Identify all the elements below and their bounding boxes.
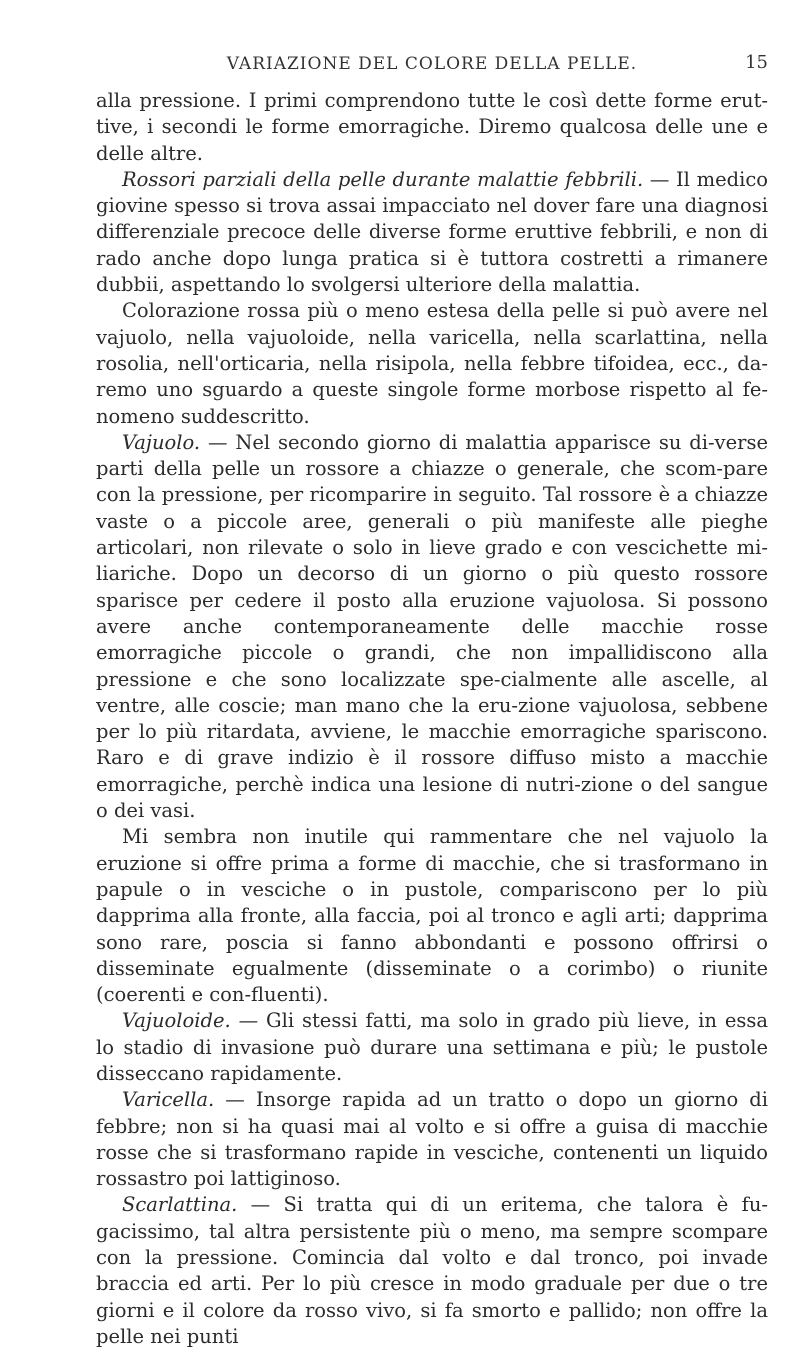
section-heading-vajuoloide: Vajuoloide. bbox=[122, 1009, 231, 1033]
paragraph-vajuolo bbox=[96, 430, 768, 824]
book-page bbox=[96, 48, 768, 1350]
paragraph-varicella bbox=[96, 1087, 768, 1192]
paragraph-rossori-parziali bbox=[96, 167, 768, 298]
section-heading-vajuolo: Vajuolo. bbox=[122, 430, 201, 454]
paragraph-vajuoloide bbox=[96, 1008, 768, 1087]
paragraph-text: — Insorge rapida ad un tratto o dopo un giorno di febbre; non si ha quasi mai al volto e si offre a guisa di macchie rosse che si trasformano rapide in vesciche, contenenti un liquido rossastro poi lattiginoso. bbox=[96, 1088, 768, 1191]
body-text bbox=[96, 88, 768, 1350]
paragraph-text: — Si tratta qui di un eritema, che talora è fu-gacissimo, tal altra persistente più o meno, ma sempre scompare con la pressione. Comincia dal volto e dal tronco, poi invade braccia ed arti. Per lo più cresce in modo graduale per due o tre giorni e il colore da rosso vivo, si fa smorto e pallido; non offre la pelle nei punti bbox=[96, 1193, 768, 1348]
section-heading-rossori-parziali: Rossori parziali della pelle durante malattie febbrili. bbox=[122, 167, 644, 191]
page-number: 15 bbox=[745, 52, 768, 73]
paragraph-text: — Gli stessi fatti, ma solo in grado più lieve, in essa lo stadio di invasione può durare una settimana e più; le pustole disseccano rapidamente. bbox=[96, 1009, 768, 1085]
paragraph-text: — Il medico giovine spesso si trova assai impacciato nel dover fare una diagnosi differenziale precoce delle diverse forme eruttive febbrili, e non di rado anche dopo lunga pratica si è tuttora costretti a rimanere dubbii, aspettando lo svolgersi ulteriore della malattia. bbox=[96, 167, 768, 297]
running-title: VARIAZIONE DEL COLORE DELLA PELLE. bbox=[226, 54, 638, 74]
paragraph-text: — Nel secondo giorno di malattia apparisce su di-verse parti della pelle un rossore a chiazze o generale, che scom-pare con la pressione, per ricomparire in seguito. Tal rossore è a chiazze vaste o a piccole aree, generali o più manifeste alle pieghe articolari, non rilevate o solo in lieve grado e con vescichette mi-liariche. Dopo un decorso di un giorno o più questo rossore sparisce per cedere il posto alla eruzione vajuolosa. Si possono avere anche contemporaneamente delle macchie rosse emorragiche piccole o grandi, che non impallidiscono alla pressione e che sono localizzate spe-cialmente alle ascelle, al ventre, alle coscie; man mano che la eru-zione vajuolosa, sebbene per lo più ritardata, avviene, le macchie emorragiche spariscono. Raro e di grave indizio è il rossore diffuso misto a macchie emorragiche, perchè indica una lesione di nutri-zione o del sangue o dei vasi. bbox=[96, 430, 768, 823]
paragraph-eruzione: Mi sembra non inutile qui rammentare che nel vajuolo la eruzione si offre prima a forme di macchie, che si trasformano in papule o in vesciche o in pustole, compariscono per lo più dapprima alla fronte, alla faccia, poi al tronco e agli arti; dapprima sono rare, poscia si fanno abbondanti e possono offrirsi o disseminate egualmente (disseminate o a corimbo) o riunite (coerenti e con-fluenti). bbox=[96, 825, 768, 1007]
running-header bbox=[96, 48, 768, 88]
section-heading-scarlattina: Scarlattina. bbox=[122, 1193, 238, 1217]
paragraph-continuation: alla pressione. I primi comprendono tutte le così dette forme erut-tive, i secondi le forme emorragiche. Diremo qualcosa delle une e delle altre. bbox=[96, 89, 768, 165]
paragraph-scarlattina bbox=[96, 1192, 768, 1350]
section-heading-varicella: Varicella. bbox=[122, 1088, 215, 1112]
paragraph-colorazione: Colorazione rossa più o meno estesa della pelle si può avere nel vajuolo, nella vajuoloide, nella varicella, nella scarlattina, nella rosolia, nell'orticaria, nella risipola, nella febbre tifoidea, ecc., da-remo uno sguardo a queste singole forme morbose rispetto al fe-nomeno suddescritto. bbox=[96, 299, 768, 428]
